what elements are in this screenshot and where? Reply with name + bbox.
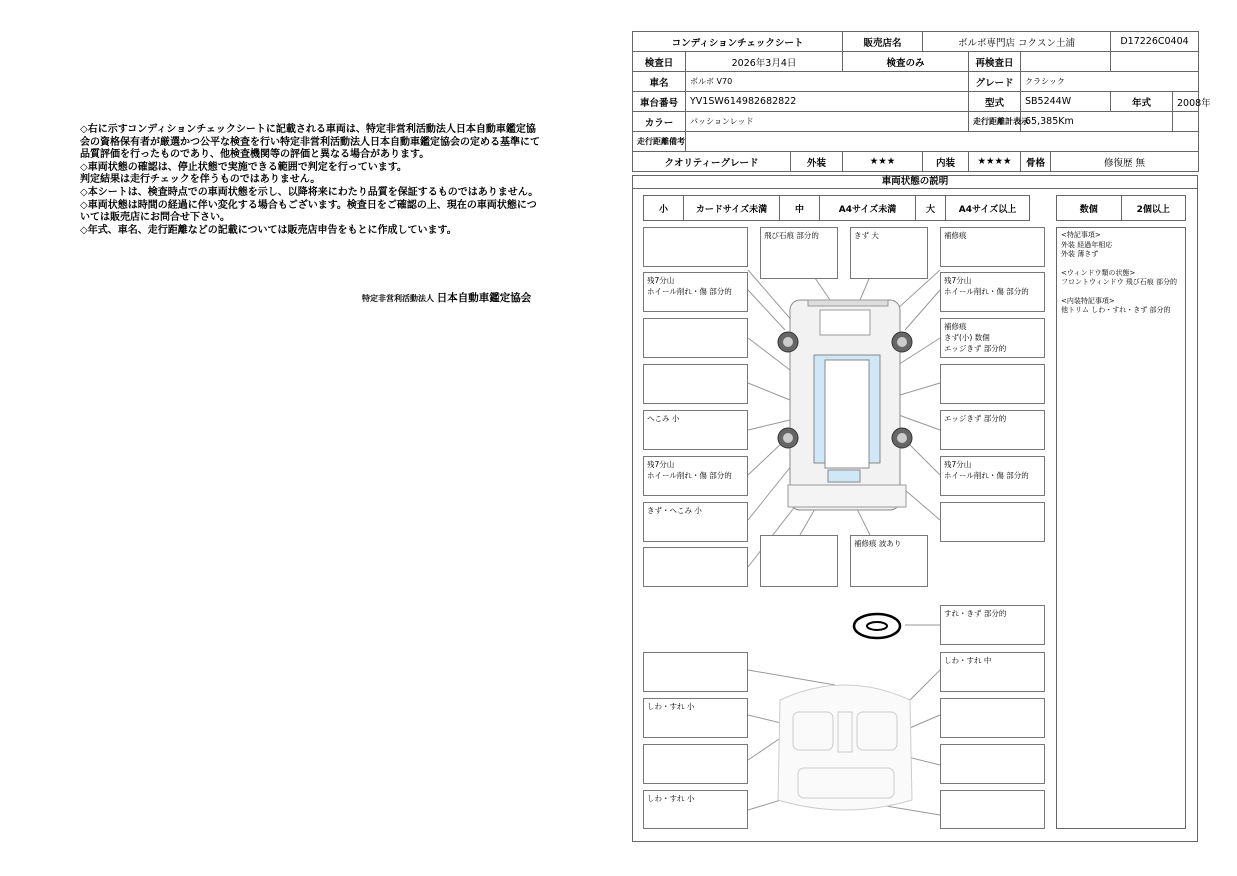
year-label: 年式 <box>1111 92 1173 112</box>
exterior-label: 外装 <box>791 152 843 172</box>
legend-small: 小 <box>644 196 684 221</box>
exterior-stars: ★★★ <box>843 152 923 172</box>
note-box-left-1: 残7分山 ホイール削れ・傷 部分的 <box>643 272 748 312</box>
note-box-right-2: 補修痕 きず(小) 数個 エッジきず 部分的 <box>940 318 1045 358</box>
note-box-interior-right-4 <box>940 790 1045 829</box>
quality-grade-label: クオリティーグレード <box>633 152 791 172</box>
note-box-steering: すれ・きず 部分的 <box>940 605 1045 645</box>
legend-large: 大 <box>916 196 946 221</box>
note-box-right-3 <box>940 364 1045 404</box>
chassis-number: YV1SW614982682822 <box>686 92 969 112</box>
note-box-left-3 <box>643 364 748 404</box>
note-line: 判定結果は走行チェックを伴うものではありません。 <box>80 174 321 186</box>
note-box-left-6: きず・へこみ 小 <box>643 502 748 542</box>
qty-label: 数個 <box>1057 196 1122 221</box>
note-box-left-4: へこみ 小 <box>643 410 748 450</box>
car-top-view <box>778 300 912 510</box>
steering-wheel-icon <box>854 614 900 638</box>
note-box-rear-1 <box>760 535 838 587</box>
note-line: ◇年式、車名、走行距離などの記載については販売店申告をもとに作成しています。 <box>80 224 457 236</box>
special-note-line: 外装 薄きず <box>1061 250 1099 258</box>
legend-medium-desc: A4サイズ未満 <box>820 196 916 221</box>
note-box-interior-right-3 <box>940 744 1045 784</box>
special-note-line: <ウィンドウ類の状態> <box>1061 268 1136 277</box>
special-note-line: <特記事項> <box>1061 231 1101 239</box>
grade: クラシック <box>1021 72 1199 92</box>
qty-desc: 2個以上 <box>1121 196 1186 221</box>
note-box-interior-left-2: しわ・すれ 小 <box>643 698 748 738</box>
interior-notes-group <box>1061 297 1181 316</box>
note-box-left-7 <box>643 547 748 587</box>
sheet-number: D17226C0404 <box>1111 32 1199 52</box>
issuer-prefix: 特定非営利活動法人 <box>362 294 434 303</box>
note-line: ◇本シートは、検査時点での車両状態を示し、以降将来にわたり品質を保証するものではありません。 <box>80 186 539 198</box>
legend-medium: 中 <box>780 196 820 221</box>
interior-label: 内装 <box>923 152 969 172</box>
note-line: ◇車両状態は時間の経過に伴い変化する場合もございます。検査日をご確認の上、現在の車両状態については販売店にお問合せ下さい。 <box>80 199 537 224</box>
window-notes-group <box>1061 269 1181 288</box>
repair-history: 修復歴 無 <box>1051 152 1199 172</box>
car-name: ボルボ V70 <box>686 72 969 92</box>
odometer: 65,385Km <box>1021 112 1173 132</box>
sheet-title: コンディションチェックシート <box>633 32 843 52</box>
car-name-label: 車名 <box>633 72 686 92</box>
note-box-right-6 <box>940 502 1045 542</box>
note-box-left-5: 残7分山 ホイール削れ・傷 部分的 <box>643 456 748 496</box>
mileage-note-label: 走行距離備考 <box>633 132 686 152</box>
note-line: ◇右に示すコンディションチェックシートに記載される車両は、特定非営利活動法人日本自動車鑑定協会の資格保有者が厳選かつ公平な検査を行い特定非営利活動法人日本自動車鑑定協会の定める基準にて品質評価を行ったものであり、他検査機関等の評価と異なる場合があります。 <box>80 124 540 161</box>
odometer-label: 走行距離計表示 <box>969 112 1021 132</box>
color-label: カラー <box>633 112 686 132</box>
interior-stars: ★★★★ <box>969 152 1021 172</box>
special-note-line: 外装 経過年相応 <box>1061 240 1113 249</box>
grade-label: グレード <box>969 72 1021 92</box>
note-box-left-2 <box>643 318 748 358</box>
dealer-label: 販売店名 <box>843 32 923 52</box>
legend-large-desc: A4サイズ以上 <box>946 196 1030 221</box>
inspection-date: 2026年3月4日 <box>686 52 843 72</box>
dealer-name: ボルボ専門店 コクスン土浦 <box>923 32 1111 52</box>
special-note-line: 他トリム しわ・すれ・きず 部分的 <box>1061 306 1171 314</box>
note-box-right-1: 残7分山 ホイール削れ・傷 部分的 <box>940 272 1045 312</box>
note-box-interior-right-1: しわ・すれ 中 <box>940 652 1045 692</box>
frame-label: 骨格 <box>1021 152 1051 172</box>
car-interior-view <box>778 685 912 810</box>
note-box-right-4: エッジきず 部分的 <box>940 410 1045 450</box>
diagram-title: 車両状態の説明 <box>632 175 1198 189</box>
model-year: 2008年 <box>1173 92 1199 112</box>
color: パッションレッド <box>686 112 969 132</box>
note-box-interior-left-4: しわ・すれ 小 <box>643 790 748 829</box>
inspection-date-label: 検査日 <box>633 52 686 72</box>
legend-small-desc: カードサイズ未満 <box>684 196 780 221</box>
note-box-interior-left-3 <box>643 744 748 784</box>
model-label: 型式 <box>969 92 1021 112</box>
note-box-front-left <box>643 227 748 267</box>
model-code: SB5244W <box>1021 92 1111 112</box>
note-line: ◇車両状態の確認は、停止状態で実施できる範囲で判定を行っています。 <box>80 161 407 173</box>
special-note-line: フロントウィンドウ 飛び石痕 部分的 <box>1061 278 1178 286</box>
issuer-name: 日本自動車鑑定協会 <box>436 292 532 304</box>
note-box-front-1: 飛び石痕 部分的 <box>760 227 838 279</box>
special-note-line: <内装特記事項> <box>1061 296 1115 305</box>
special-notes-group <box>1061 231 1181 260</box>
note-box-interior-left-1 <box>643 652 748 692</box>
note-box-rear-2: 補修痕 波あり <box>850 535 928 587</box>
note-box-interior-right-2 <box>940 698 1045 738</box>
note-box-right-5: 残7分山 ホイール削れ・傷 部分的 <box>940 456 1045 496</box>
reinspection-label: 再検査日 <box>969 52 1021 72</box>
chassis-label: 車台番号 <box>633 92 686 112</box>
note-box-front-2: きず 大 <box>850 227 928 279</box>
note-box-front-right: 補修痕 <box>940 227 1045 267</box>
special-notes <box>1056 227 1186 829</box>
inspection-type: 検査のみ <box>843 52 969 72</box>
